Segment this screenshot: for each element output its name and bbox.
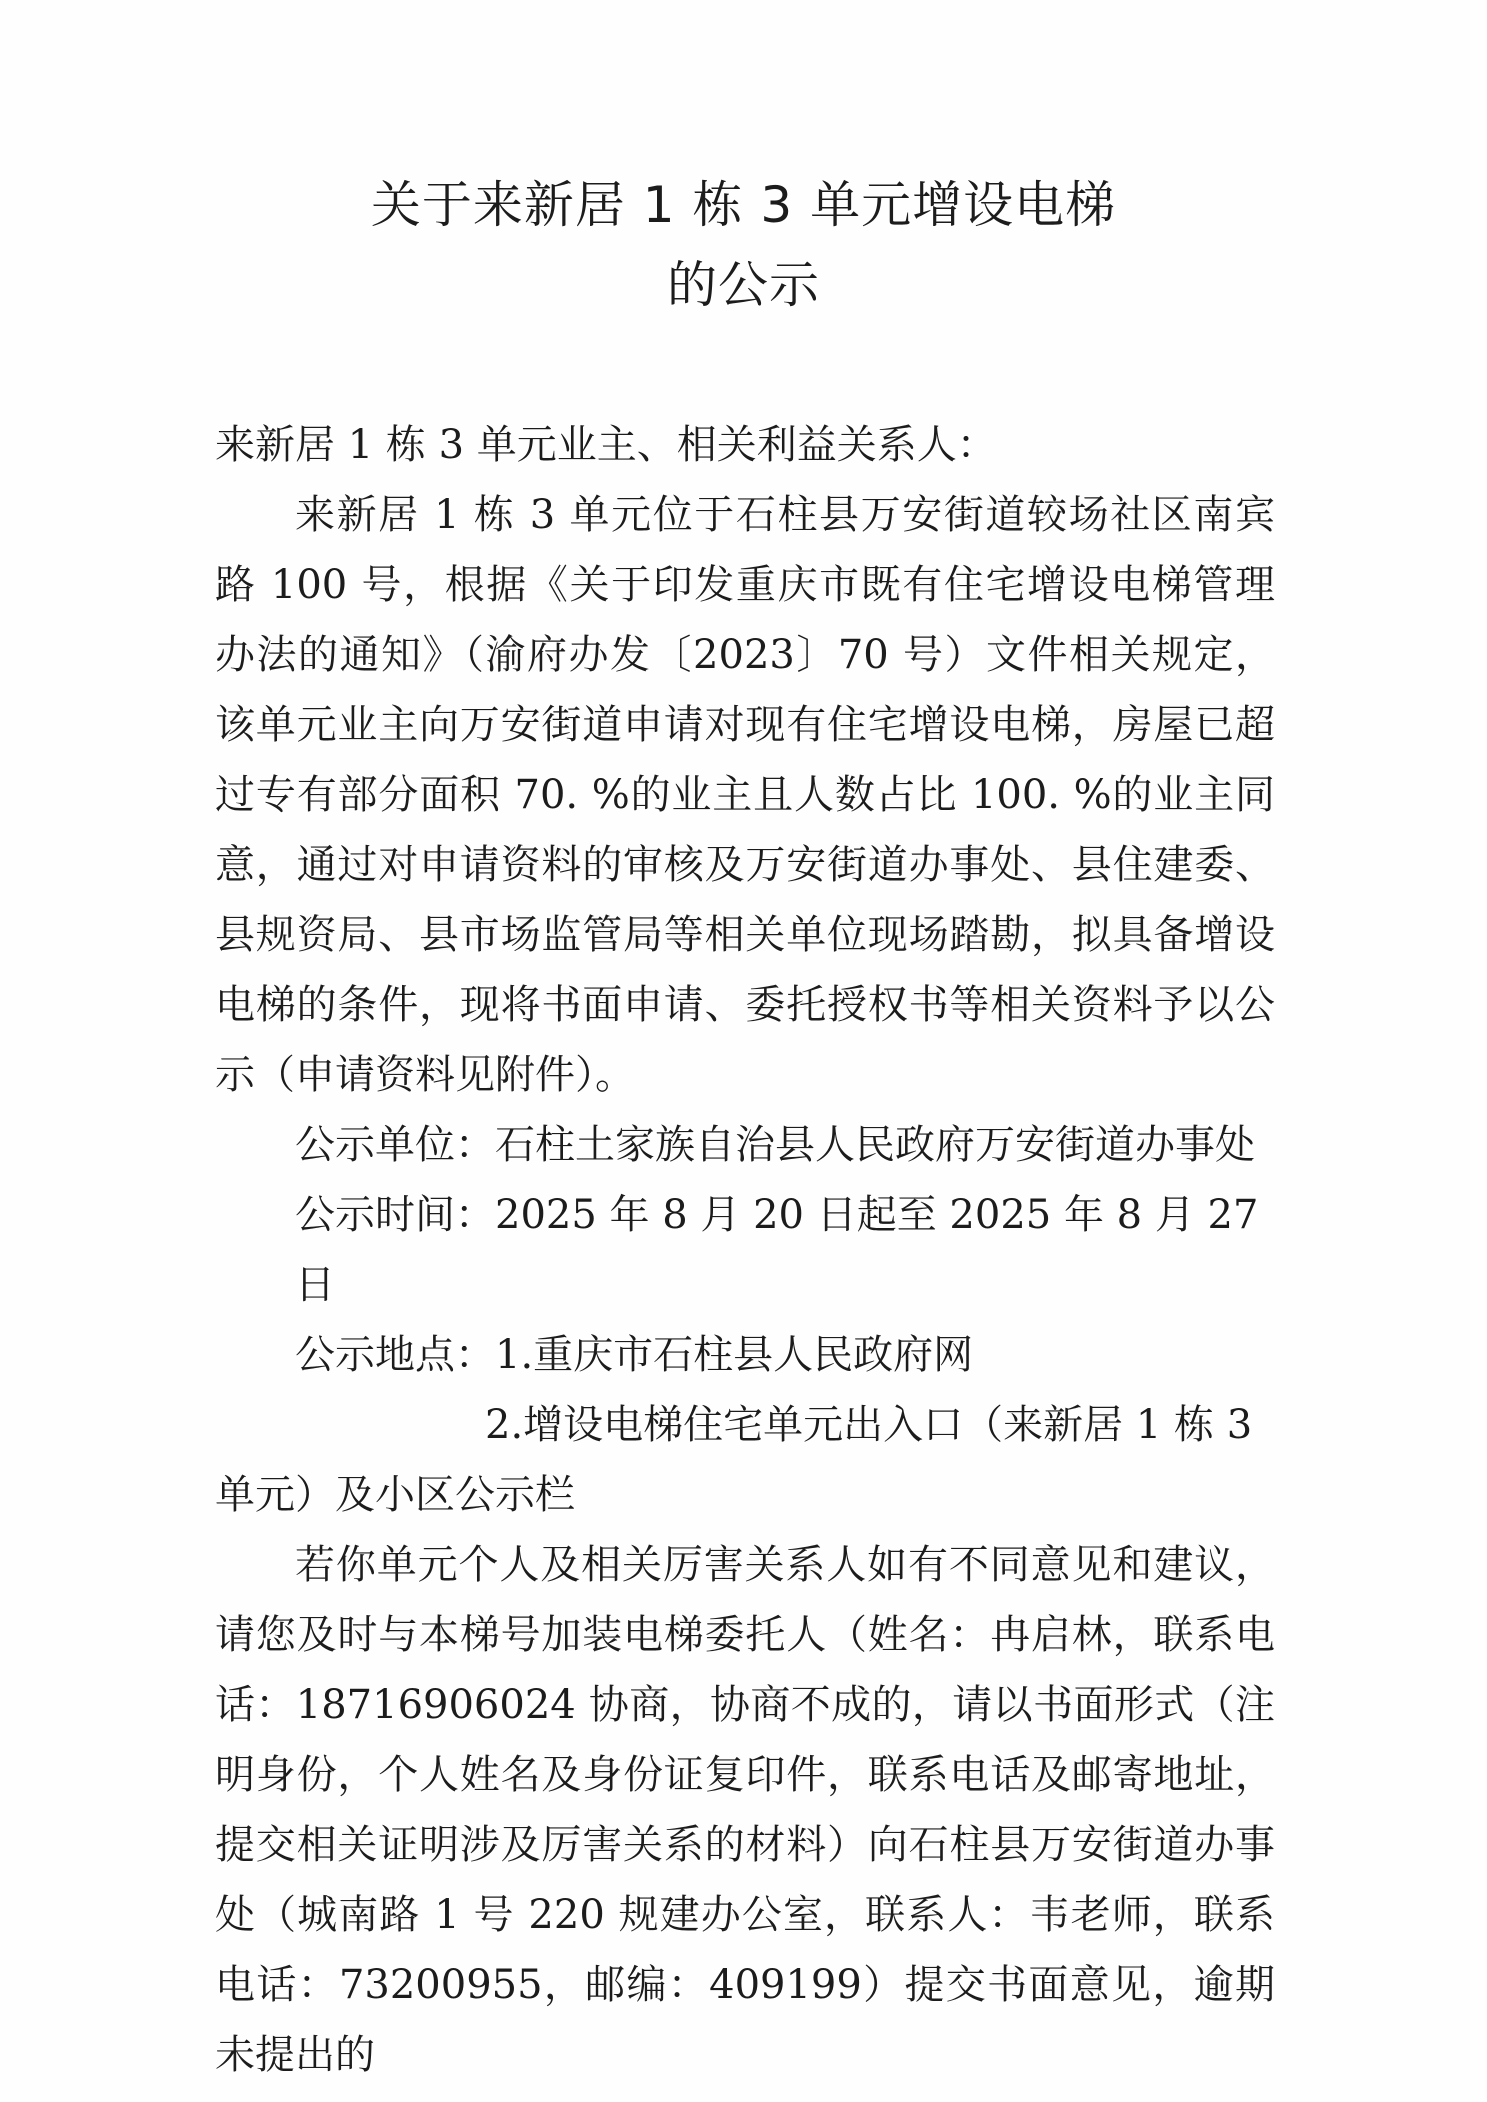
notice-unit (215, 1110, 1275, 1180)
notice-place (215, 1320, 1275, 1390)
notice-time (215, 1180, 1275, 1320)
notice-time-value: 2025 年 8 月 20 日起至 2025 年 8 月 27 日 (295, 1192, 1259, 1308)
notice-unit-label: 公示单位： (295, 1122, 495, 1168)
notice-time-label: 公示时间： (295, 1192, 495, 1238)
notice-place-item-2: 2.增设电梯住宅单元出入口（来新居 1 栋 3 单元）及小区公示栏 (215, 1402, 1253, 1518)
notice-unit-value: 石柱土家族自治县人民政府万安街道办事处 (495, 1122, 1255, 1168)
notice-place-item-1: 1.重庆市石柱县人民政府网 (495, 1332, 974, 1378)
body-paragraph-2: 若你单元个人及相关厉害关系人如有不同意见和建议，请您及时与本梯号加装电梯委托人（姓名：冉启林，联系电话：18716906024 协商，协商不成的，请以书面形式（注明身份，个人姓名及身份证复印件，联系电话及邮寄地址，提交相关证明涉及厉害关系的材料）向石柱县万安街道办事处（城南路 1 号 220 规建办公室，联系人：韦老师，联系电话：73200955，邮编：409199）提交书面意见，逾期未提出的 (215, 1542, 1275, 2078)
salutation: 来新居 1 栋 3 单元业主、相关利益关系人： (215, 422, 997, 468)
body-paragraph-1: 来新居 1 栋 3 单元位于石柱县万安街道较场社区南宾路 100 号，根据《关于印发重庆市既有住宅增设电梯管理办法的通知》（渝府办发〔2023〕70 号）文件相关规定，该单元业主向万安街道申请对现有住宅增设电梯，房屋已超过专有部分面积 70. %的业主且人数占比 100. %的业主同意，通过对申请资料的审核及万安街道办事处、县住建委、县规资局、县市场监管局等相关单位现场踏勘，拟具备增设电梯的条件，现将书面申请、委托授权书等相关资料予以公示（申请资料见附件）。 (215, 492, 1275, 1098)
document-title-line-2: 的公示 (667, 256, 820, 314)
notice-place-label: 公示地点： (295, 1332, 495, 1378)
document-body (215, 410, 1275, 2090)
document-title-line-1: 关于来新居 1 栋 3 单元增设电梯 (370, 176, 1117, 234)
